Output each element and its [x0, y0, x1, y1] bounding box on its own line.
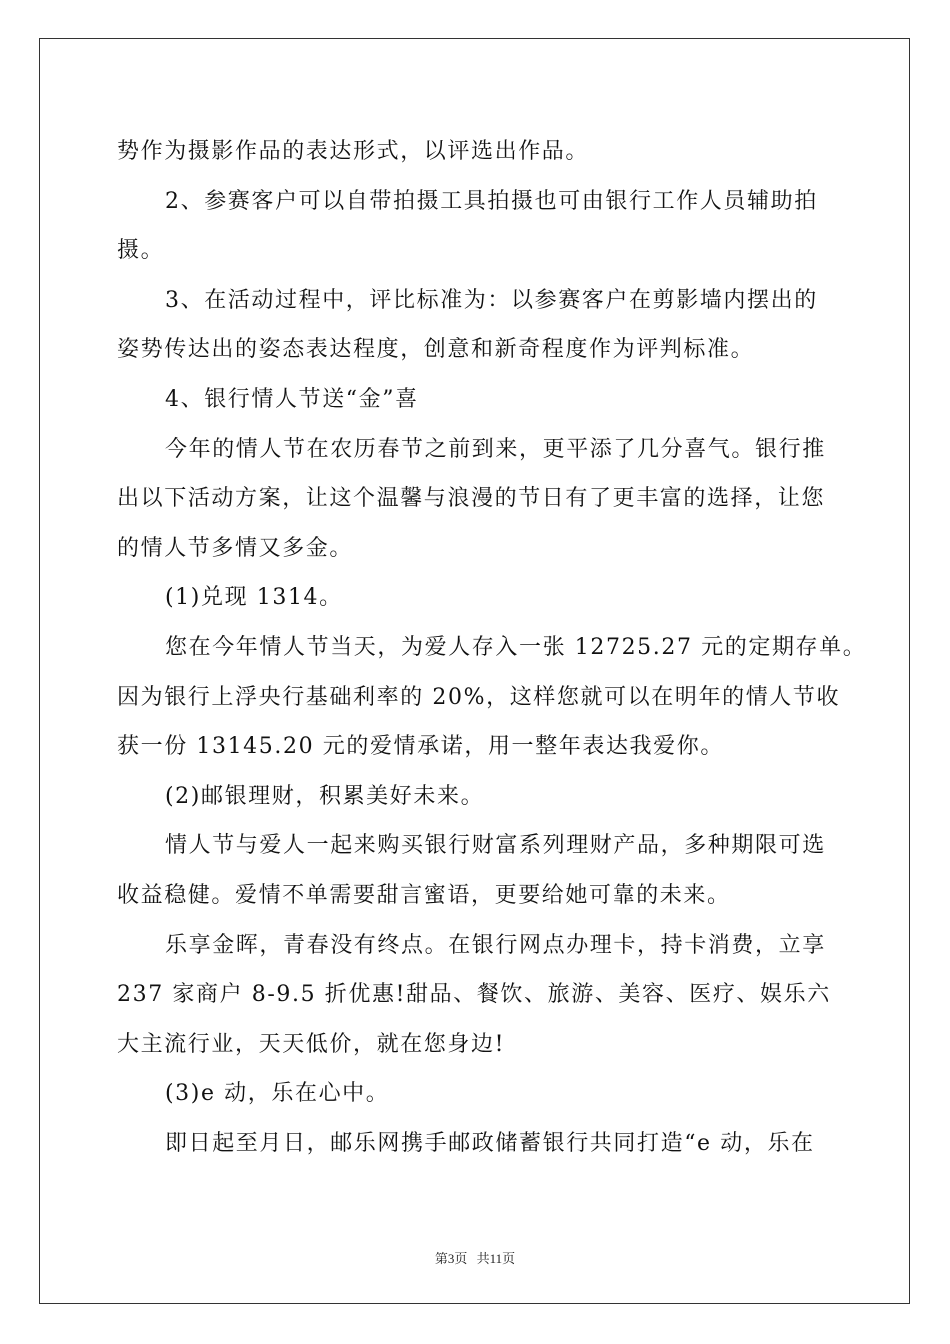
text-line: 2、参赛客户可以自带拍摄工具拍摄也可由银行工作人员辅助拍: [165, 188, 818, 214]
section-heading: 4、银行情人节送“金”喜: [165, 386, 419, 412]
text-line: 收益稳健。爱情不单需要甜言蜜语，更要给她可靠的未来。: [117, 882, 731, 908]
page-total: 共11页: [476, 1251, 516, 1266]
document-body: [117, 127, 867, 1168]
text-line: 情人节与爱人一起来购买银行财富系列理财产品，多种期限可选: [165, 833, 826, 859]
text-line: 大主流行业，天天低价，就在您身边!: [117, 1031, 506, 1057]
text-line: 即日起至月日，邮乐网携手邮政储蓄银行共同打造“e 动，乐在: [165, 1130, 815, 1156]
text-line: 摄。: [117, 238, 165, 264]
subsection-heading: (3)e 动，乐在心中。: [165, 1081, 390, 1107]
text-line: 因为银行上浮央行基础利率的 20%，这样您就可以在明年的情人节收: [117, 684, 841, 710]
subsection-heading: (1)兑现 1314。: [165, 585, 343, 611]
text-line: 的情人节多情又多金。: [117, 535, 354, 561]
text-line: 出以下活动方案，让这个温馨与浪漫的节日有了更丰富的选择，让您: [117, 486, 826, 512]
text-line: 今年的情人节在农历春节之前到来，更平添了几分喜气。银行推: [165, 436, 826, 462]
text-line: 势作为摄影作品的表达形式，以评选出作品。: [117, 139, 590, 164]
subsection-heading: (2)邮银理财，积累美好未来。: [165, 783, 485, 809]
text-line: 获一份 13145.20 元的爱情承诺，用一整年表达我爱你。: [117, 734, 724, 760]
page-footer: [0, 1248, 950, 1267]
text-line: 姿势传达出的姿态表达程度，创意和新奇程度作为评判标准。: [117, 337, 755, 363]
text-line: 您在今年情人节当天，为爱人存入一张 12725.27 元的定期存单。: [165, 634, 867, 660]
text-line: 237 家商户 8-9.5 折优惠!甜品、餐饮、旅游、美容、医疗、娱乐六: [117, 982, 831, 1008]
text-line: 乐享金晖，青春没有终点。在银行网点办理卡，持卡消费，立享: [165, 932, 826, 958]
text-line: 3、在活动过程中，评比标准为：以参赛客户在剪影墙内摆出的: [165, 287, 818, 313]
page-number: 第3页: [434, 1251, 468, 1266]
